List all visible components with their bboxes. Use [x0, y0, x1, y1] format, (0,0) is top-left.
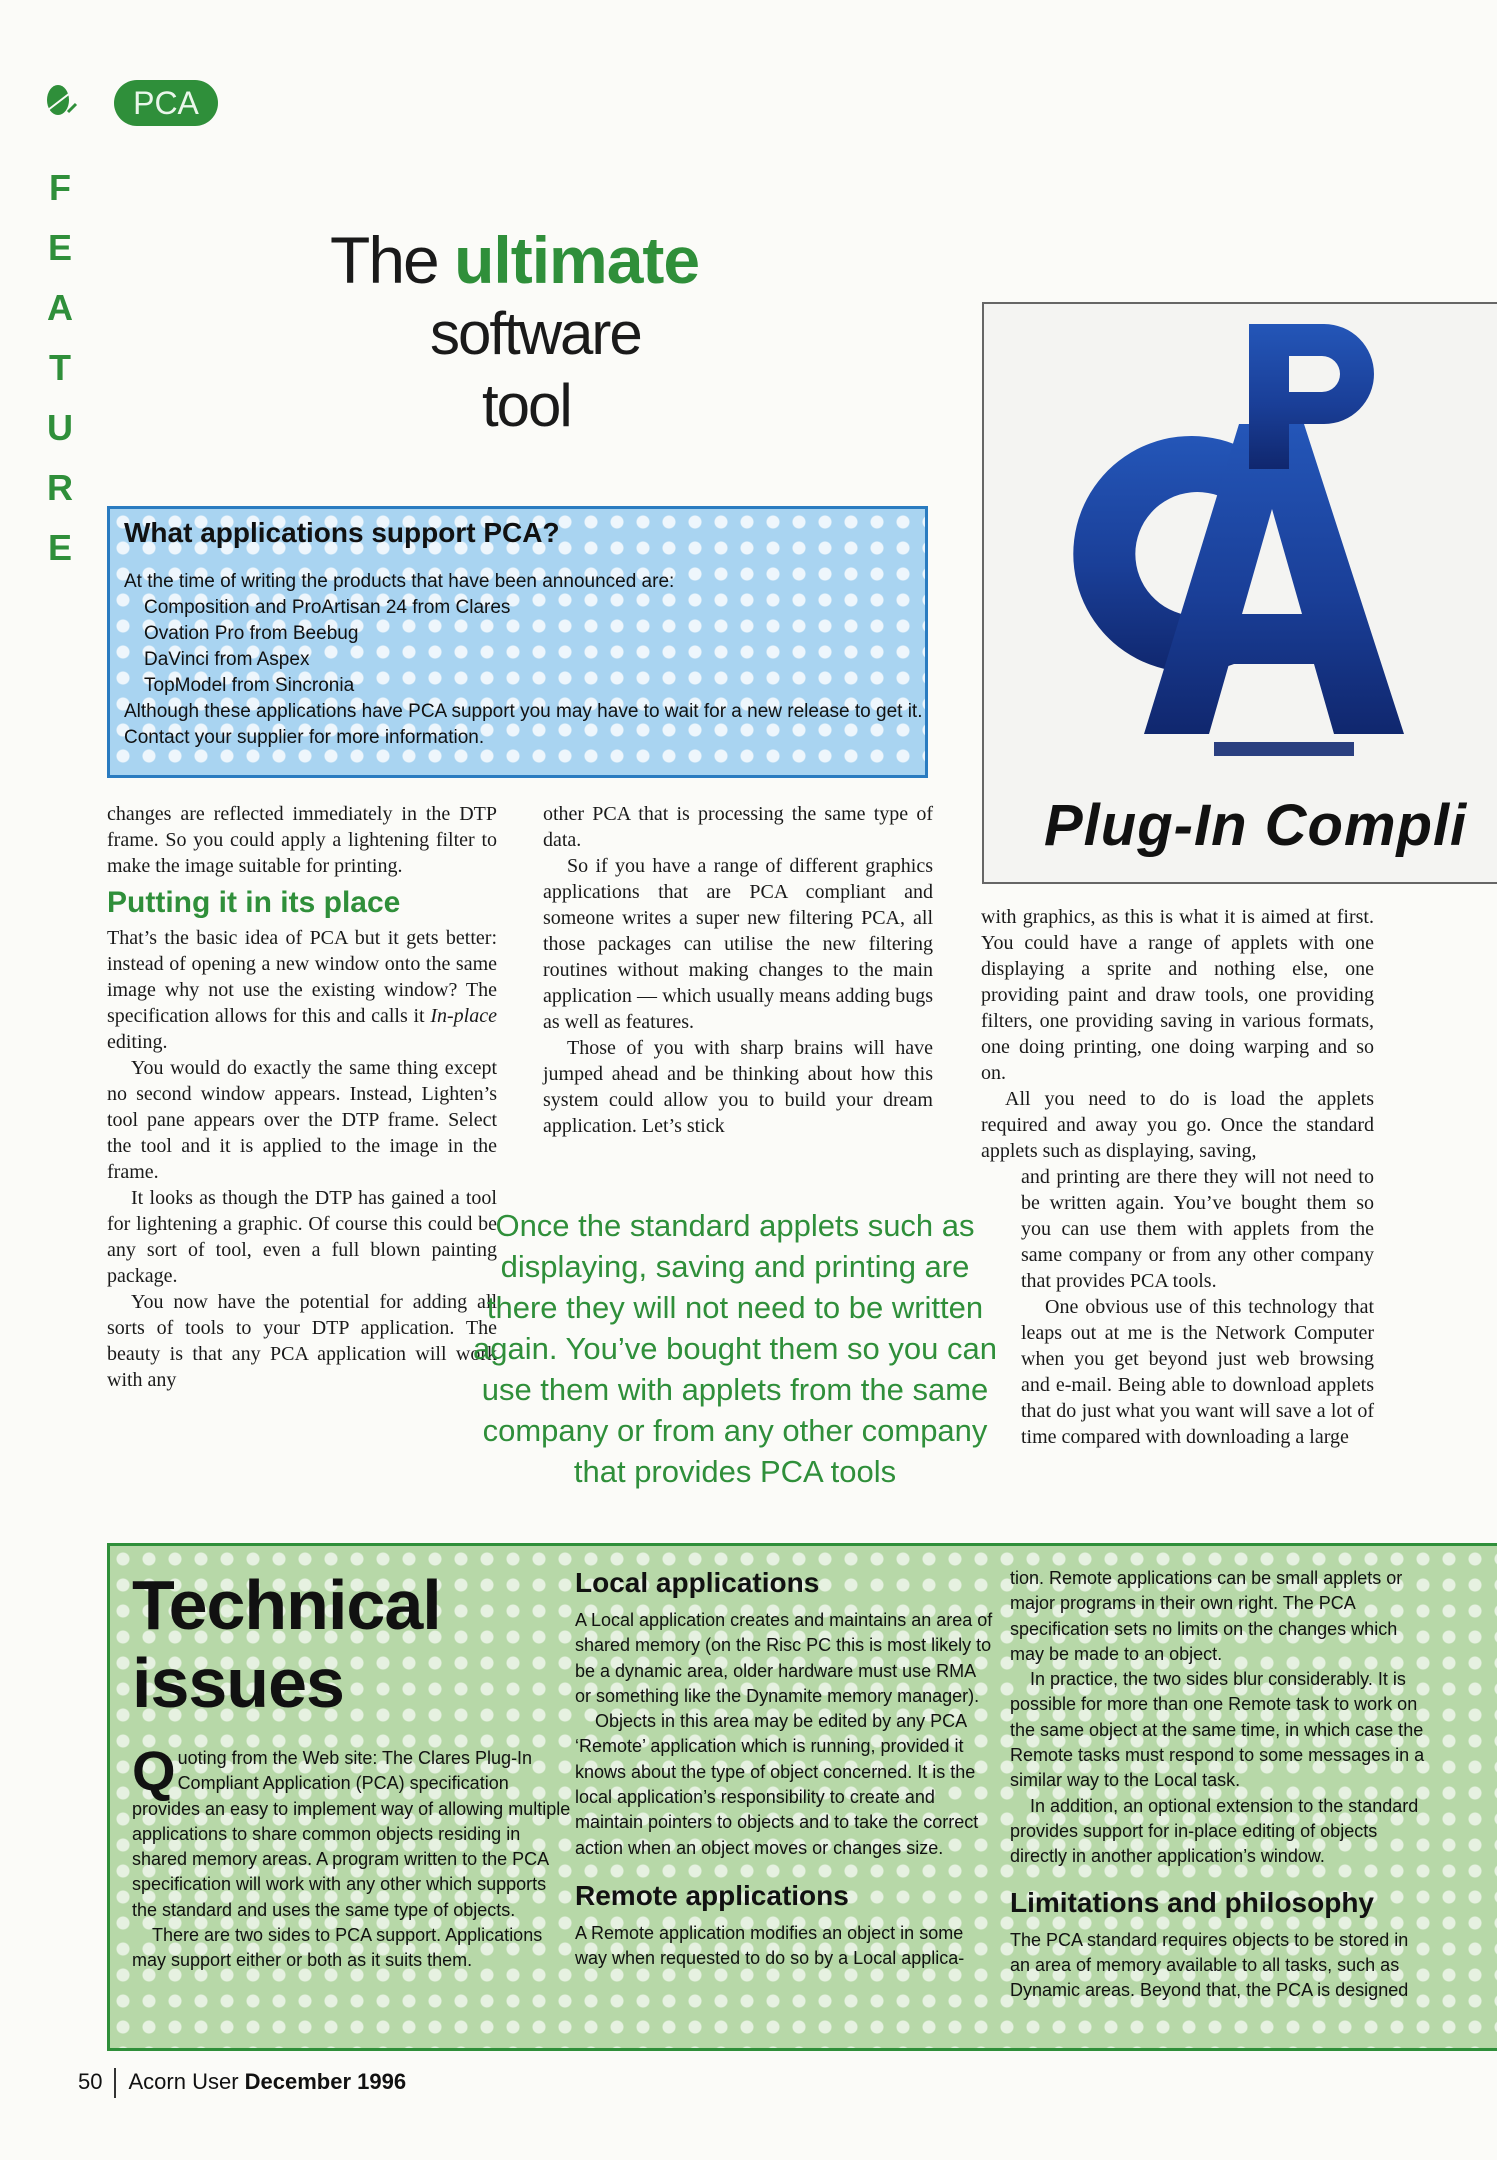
leaf-icon — [42, 82, 78, 118]
body-paragraph: You would do exactly the same thing except no second window appears. Instead, Lighten’s tool pane appears over the DTP frame. Select the tool and it is applied to the image in the frame. — [107, 1057, 497, 1183]
technical-title-line: Technical — [132, 1566, 441, 1644]
technical-paragraph: The PCA standard requires objects to be stored in an area of memory available to all tasks, such as Dynamic areas. Beyond that, the PCA is designed — [1010, 1929, 1409, 2001]
feature-letter: U — [47, 407, 73, 448]
subheading-limitations-and-philosophy: Limitations and philosophy — [1010, 1886, 1374, 1918]
body-paragraph: and printing are there they will not need to be written again. You’ve bought them so you can use them with applets from the same company or from any other company that provides PCA tools. — [1021, 1166, 1374, 1292]
supported-apps-contact: Contact your supplier for more information. — [124, 727, 485, 748]
pca-logo-image — [982, 302, 1497, 884]
pca-logo-graphic — [984, 304, 1497, 784]
body-paragraph: It looks as though the DTP has gained a tool for lightening a graphic. Of course this could be any sort of tool, even a full blown painting package. — [107, 1187, 497, 1287]
feature-letter: R — [47, 467, 73, 508]
body-paragraph: All you need to do is load the applets required and away you go. Once the standard applets such as displaying, saving, — [981, 1088, 1374, 1162]
body-paragraph: You now have the potential for adding all sorts of tools to your DTP application. The beauty is that any PCA application will work with any — [107, 1291, 497, 1391]
body-paragraph: Those of you with sharp brains will have jumped ahead and be thinking about how this system could allow you to build your dream application. Let’s stick — [543, 1037, 933, 1137]
technical-paragraph: In practice, the two sides blur considerably. It is possible for more than one Remote task to work on the same object at the same time, in which case the Remote tasks must respond to some messages in a similar way to the Local task. — [1010, 1669, 1425, 1791]
body-column-3-indented — [1021, 1164, 1374, 1450]
pca-logo-tagline: Plug-In Compli — [1044, 793, 1468, 858]
body-paragraph: That’s the basic idea of PCA but it gets better: instead of opening a new window onto the same image why not use the existing window? The specification allows for this and calls it In-place editing. — [107, 927, 497, 1053]
technical-paragraph: There are two sides to PCA support. Applications may support either or both as it suits them. — [132, 1925, 543, 1971]
feature-letter: A — [47, 287, 73, 328]
supported-apps-outro: Although these applications have PCA support you may have to wait for a new release to get it. — [124, 701, 923, 722]
feature-letter: E — [47, 527, 72, 568]
technical-issues-box — [107, 1543, 1497, 2051]
body-paragraph: with graphics, as this is what it is aimed at first. You could have a range of applets with one displaying a sprite and nothing else, one providing paint and draw tools, one providing filters, one providing saving in various formats, one doing printing, one doing warping and so on. — [981, 906, 1374, 1084]
feature-letter: F — [49, 167, 71, 208]
pull-quote: Once the standard applets such as displaying, saving and printing are there they will not need to be written again. You’ve bought them so you can use them with applets from the same company or from any other company that provides PCA tools — [473, 1208, 997, 1489]
headline-line-tool: tool — [482, 372, 571, 439]
body-column-3 — [981, 904, 1374, 1164]
supported-apps-intro: At the time of writing the products that have been announced are: — [124, 571, 675, 592]
headline-word-ultimate: ultimate — [454, 223, 700, 297]
technical-paragraph: A Remote application modifies an object in some way when requested to do so by a Local applica- — [575, 1922, 965, 1969]
technical-title-line: issues — [132, 1644, 344, 1722]
technical-paragraph: A Local application creates and maintains an area of shared memory (on the Risc PC this is most likely to be a dynamic area, older hardware must use RMA or something like the Dynamite memory manager). — [575, 1610, 993, 1706]
body-paragraph: So if you have a range of different graphics applications that are PCA compliant and someone writes a super new filtering PCA, all those packages can utilise the new filtering routines without making changes to the main application — which usually means adding bugs as well as features. — [543, 855, 933, 1033]
subheading-putting-it-in-its-place: Putting it in its place — [107, 886, 401, 919]
body-paragraph: other PCA that is processing the same type of data. — [543, 803, 933, 851]
feature-letter: T — [49, 347, 71, 388]
subheading-local-applications: Local applications — [575, 1567, 820, 1598]
feature-vertical-label — [38, 158, 82, 578]
emphasis-in-place: In-place — [430, 1005, 497, 1027]
body-column-2 — [543, 801, 933, 1139]
issue-date: December 1996 — [244, 2068, 407, 2094]
body-column-1 — [107, 801, 497, 1393]
headline-word-the: The — [330, 223, 438, 297]
body-paragraph: One obvious use of this technology that leaps out at me is the Network Computer when you get beyond just web browsing and e-mail. Being able to download applets that do just what you want will save a lot of time compared with downloading a large — [1021, 1296, 1374, 1448]
supported-app-item: TopModel from Sincronia — [144, 675, 355, 696]
supported-app-item: Composition and ProArtisan 24 from Clares — [144, 597, 511, 618]
technical-column-2 — [575, 1566, 995, 1972]
technical-paragraph: Quoting from the Web site: The Clares Plug-In Compliant Application (PCA) specification provides an easy to implement way of allowing multiple applications to share common objects residing in shared memory areas. A program written to the PCA specification will work with any other which supports the standard and uses the same type of objects. — [132, 1739, 571, 1920]
feature-letter: E — [47, 227, 72, 268]
body-paragraph: changes are reflected immediately in the DTP frame. So you could apply a lightening filter to make the image suitable for printing. — [107, 803, 497, 877]
technical-paragraph: tion. Remote applications can be small applets or major programs in their own right. The PCA specification sets no limits on the changes which may be made to an object. — [1010, 1568, 1403, 1664]
headline-line-software: software — [430, 300, 641, 367]
section-pill: PCA — [114, 80, 218, 126]
subheading-remote-applications: Remote applications — [575, 1879, 849, 1911]
supported-apps-title: What applications support PCA? — [124, 517, 560, 548]
page-number: 50 — [78, 2068, 103, 2094]
technical-paragraph: In addition, an optional extension to the standard provides support for in-place editing of objects directly in another application’s window. — [1010, 1795, 1419, 1867]
supported-app-item: DaVinci from Aspex — [144, 649, 310, 670]
page-footer — [78, 2068, 406, 2098]
technical-paragraph: Objects in this area may be edited by any PCA ‘Remote’ application which is running, provided it knows about the type of object concerned. It is the local application’s responsibility to create and maintain pointers to objects and to take the correct action when an object moves or changes size. — [575, 1711, 979, 1858]
technical-column-3 — [1010, 1566, 1430, 2003]
supported-apps-box — [107, 506, 928, 778]
supported-app-item: Ovation Pro from Beebug — [144, 623, 359, 644]
technical-issues-title — [132, 1566, 441, 1722]
magazine-name: Acorn User — [128, 2068, 239, 2094]
headline — [330, 222, 850, 442]
drop-cap: Q — [132, 1739, 176, 1802]
technical-column-1 — [132, 1739, 572, 1974]
